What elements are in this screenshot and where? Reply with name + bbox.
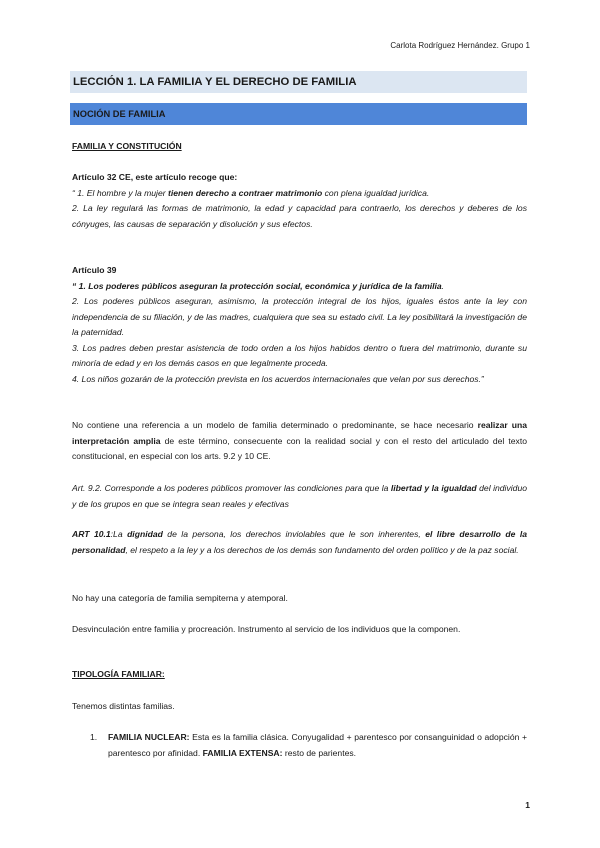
article-32-point-1 [72, 186, 527, 202]
text-run: del individuo y de los grupos en que se integra sean reales y efectivas [72, 483, 528, 509]
text-run-bold: FAMILIA EXTENSA: [202, 747, 283, 758]
article-39-point-1 [72, 279, 527, 295]
text-run: No contiene una referencia a un modelo de familia determinado o predominante, se hace necesario [72, 420, 478, 430]
text-run-bold: libertad y la igualdad [390, 483, 477, 493]
paragraph-sempiterna [72, 591, 527, 607]
article-39-heading: Artículo 39 [72, 265, 117, 275]
text-run: Esta es la familia clásica. Conyugalidad + parentesco por consanguinidad o adopción + parentesco por afinidad. [108, 732, 527, 758]
article-10-1-paragraph [72, 527, 527, 558]
paragraph-text [72, 527, 527, 558]
subsection-heading: TIPOLOGÍA FAMILIAR: [72, 669, 165, 679]
paragraph-interpretation [72, 418, 527, 465]
subsection-familia-constitucion [72, 139, 527, 155]
paragraph-text [72, 481, 527, 512]
text-run: resto de parientes. [282, 747, 357, 758]
text-run: con plena igualdad jurídica. [322, 187, 430, 198]
list-number: 1. [90, 732, 98, 742]
list-item [90, 730, 527, 761]
text-run: Art. 9.2 [72, 483, 100, 493]
paragraph-text: Tenemos distintas familias. [72, 701, 175, 711]
article-32-block [72, 170, 527, 232]
text-run: “ 1. El hombre y la mujer [72, 187, 168, 198]
lesson-title: LECCIÓN 1. LA FAMILIA Y EL DERECHO DE FAMILIA [70, 71, 527, 93]
article-39-point-2: 2. Los poderes públicos aseguran, asimismo, la protección integral de los hijos, iguales éstos ante la ley con independencia de su filiación, y de las madres, cualquiera que sea su estado civil. La ley posibilitará la investigación de la paternidad. [72, 296, 527, 337]
article-39-point-3: 3. Los padres deben prestar asistencia de todo orden a los hijos habidos dentro o fuera del matrimonio, durante su minoría de edad y en los demás casos en que legalmente proceda. [72, 342, 527, 368]
text-run-bold: el libre desarrollo de la personalidad [72, 529, 527, 555]
text-run: . Corresponde a los poderes públicos promover las condiciones para que la [99, 483, 391, 493]
article-32-heading: Artículo 32 CE, este artículo recoge que: [72, 172, 238, 182]
text-run-bold: dignidad [127, 529, 163, 539]
text-run: de la persona, los derechos inviolables que le son inherentes, [162, 529, 426, 539]
page-header-author: Carlota Rodríguez Hernández. Grupo 1 [390, 41, 530, 50]
text-run-bold: “ 1. Los poderes públicos aseguran la protección social, económica y jurídica de la familia [72, 280, 442, 291]
subsection-tipologia [72, 667, 527, 683]
text-run-bold: FAMILIA NUCLEAR: [108, 732, 190, 742]
text-run: :La [110, 529, 128, 539]
text-run-bold: ART 10.1 [72, 529, 111, 539]
subsection-heading: FAMILIA Y CONSTITUCIÓN [72, 141, 182, 151]
text-run: , el respeto a la ley y a los derechos de los demás son fundamento del orden político y de la paz social. [125, 544, 519, 555]
paragraph-text: Desvinculación entre familia y procreación. Instrumento al servicio de los individuos que la componen. [72, 624, 461, 634]
article-39-block [72, 263, 527, 387]
article-9-2-paragraph [72, 481, 527, 512]
list-item-text [108, 730, 527, 761]
article-39-point-4: 4. Los niños gozarán de la protección prevista en los acuerdos internacionales que velan por sus derechos.” [72, 373, 484, 384]
page-number: 1 [525, 800, 530, 810]
text-run: de este término, consecuente con la realidad social y con el resto del articulado del texto constitucional, en especial con los arts. 9.2 y 10 CE. [72, 435, 527, 461]
text-run-bold: tienen derecho a contraer matrimonio [168, 187, 323, 198]
article-32-point-2: 2. La ley regulará las formas de matrimonio, la edad y capacidad para contraerlo, los derechos y deberes de los cónyuges, las causas de separación y disolución y sus efectos. [72, 203, 527, 229]
section-title: NOCIÓN DE FAMILIA [70, 103, 527, 125]
text-run-bold: realizar una interpretación amplia [72, 420, 527, 446]
paragraph-desvinculacion [72, 622, 527, 638]
paragraph-distintas-familias [72, 699, 527, 715]
text-run: . [441, 280, 445, 291]
paragraph-text [72, 418, 527, 465]
paragraph-text: No hay una categoría de familia sempiterna y atemporal. [72, 593, 288, 603]
